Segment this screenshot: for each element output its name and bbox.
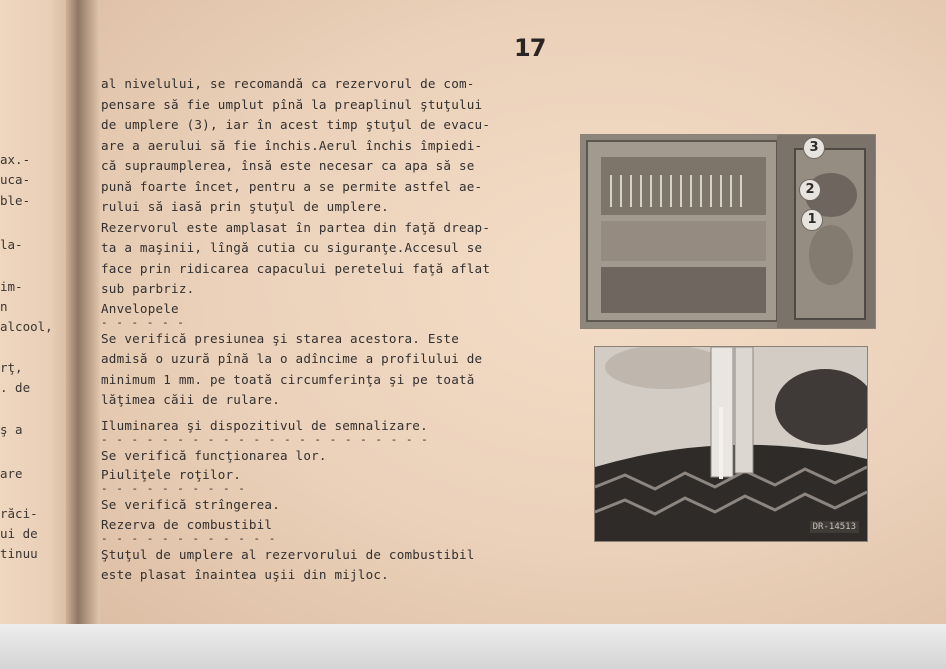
section-heading-wheel-nuts: Piuliţele roţilor. <box>101 467 242 482</box>
text-line: că supraumplerea, însă este necesar ca apa să se <box>101 158 475 173</box>
text-line: minimum 1 mm. pe toată circumferinţa şi pe toată <box>101 371 475 387</box>
left-fragment: n <box>0 299 8 314</box>
text-line: sub parbriz. <box>101 281 195 296</box>
photo-reference-code: DR-14513 <box>810 521 859 533</box>
text-line: Se verifică strîngerea. <box>101 497 280 512</box>
text-line: are a aerului să fie închis.Aerul închis împiedi- <box>101 137 483 153</box>
text-line: al nivelului, se recomandă ca rezervorul de com- <box>101 76 475 91</box>
left-fragment: rţ, <box>0 360 23 375</box>
heading-underline: - - - - - - - - - - <box>101 482 246 495</box>
left-fragment: alcool, <box>0 319 53 334</box>
callout-3: 3 <box>803 137 825 159</box>
text-line: pensare să fie umplut pînă la preaplinul ştuţului <box>101 96 483 112</box>
left-fragment: ş a <box>0 422 23 437</box>
heading-underline: - - - - - - - - - - - - - - - - - - - - - - <box>101 432 429 446</box>
compartment-illustration <box>581 135 875 328</box>
tyre-tread-photo <box>594 346 868 542</box>
left-page-text <box>0 0 70 620</box>
tread-gauge-illustration <box>595 347 867 541</box>
section-heading-fuel: Rezerva de combustibil <box>101 516 273 532</box>
text-line: pună foarte încet, pentru a se permite astfel ae- <box>101 178 483 194</box>
left-fragment: ble- <box>0 193 31 208</box>
left-fragment: răci- <box>0 506 38 521</box>
text-line: lăţimea căii de rulare. <box>101 392 280 407</box>
left-fragment: ui de <box>0 526 38 541</box>
page-number: 17 <box>514 34 546 62</box>
text-line: Rezervorul este amplasat în partea din faţă dreap- <box>101 219 491 235</box>
left-fragment: are <box>0 466 23 481</box>
left-fragment: ax.- <box>0 152 31 167</box>
text-line: rului să iasă prin ştuţul de umplere. <box>101 199 389 214</box>
section-heading-lighting: Iluminarea şi dispozitivul de semnalizare. <box>101 417 428 433</box>
callout-2: 2 <box>799 179 821 201</box>
left-fragment: . de <box>0 380 31 395</box>
left-fragment: la- <box>0 237 23 252</box>
text-line: Se verifică funcţionarea lor. <box>101 447 327 463</box>
text-line: Se verifică presiunea şi starea acestora. Este <box>101 330 459 346</box>
text-line: este plasat înaintea uşii din mijloc. <box>101 567 389 582</box>
left-fragment: uca- <box>0 172 31 187</box>
engine-compartment-photo <box>580 134 876 329</box>
left-fragment: im- <box>0 279 23 294</box>
book-gutter <box>66 0 100 626</box>
text-line: de umplere (3), iar în acest timp ştuţul de evacu- <box>101 117 491 132</box>
heading-underline: - - - - - - <box>101 315 185 329</box>
scanner-background <box>0 624 946 669</box>
text-line: ta a maşinii, lîngă cutia cu siguranţe.Accesul se <box>101 240 483 255</box>
left-fragment: tinuu <box>0 546 38 561</box>
text-line: Ştuţul de umplere al rezervorului de combustibil <box>101 546 475 562</box>
section-heading-tyres: Anvelopele <box>101 300 179 316</box>
text-line: admisă o uzură pînă la o adîncime a profilului de <box>101 351 483 366</box>
page-body <box>101 74 531 586</box>
text-line: face prin ridicarea capacului peretelui faţă aflat <box>101 260 491 276</box>
callout-1: 1 <box>801 209 823 231</box>
heading-underline: - - - - - - - - - - - - <box>101 531 277 545</box>
